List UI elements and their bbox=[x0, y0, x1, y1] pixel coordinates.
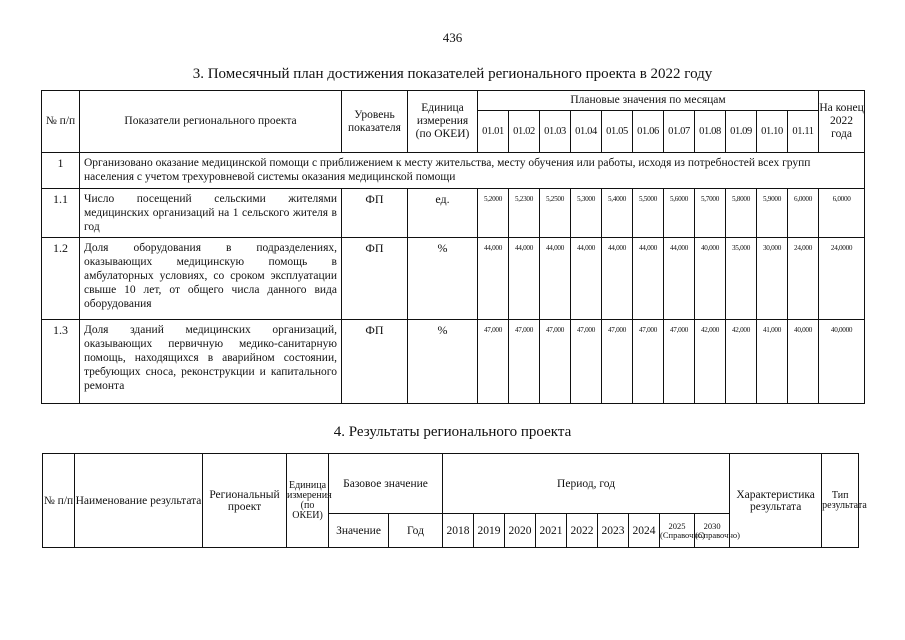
header-regional-project: Региональный проект bbox=[203, 454, 287, 548]
month-value: 44,000 bbox=[478, 238, 509, 320]
header-num: № п/п bbox=[42, 91, 80, 153]
header-planned-values: Плановые значения по месяцам bbox=[478, 91, 819, 111]
header-year-end: На конец 2022 года bbox=[819, 91, 865, 153]
month-value: 40,000 bbox=[788, 320, 819, 404]
indicator-unit: % bbox=[408, 320, 478, 404]
month-header: 01.03 bbox=[540, 111, 571, 153]
indicator-name: Доля оборудования в подразделениях, оказывающих медицинскую помощь в амбулаторных условиях, со сроком эксплуатации свыше 10 лет, от общего числа данного вида оборудования bbox=[80, 238, 342, 320]
table-row bbox=[42, 320, 865, 404]
month-header: 01.04 bbox=[571, 111, 602, 153]
year-header: 2024 bbox=[629, 514, 660, 548]
header-result-name: Наименование результата bbox=[75, 454, 203, 548]
month-value: 44,000 bbox=[664, 238, 695, 320]
header-indicators: Показатели регионального проекта bbox=[80, 91, 342, 153]
header-period: Период, год bbox=[443, 454, 730, 514]
year-end-value: 6,0000 bbox=[819, 189, 865, 238]
month-header: 01.01 bbox=[478, 111, 509, 153]
header-characteristic: Характеристика результата bbox=[730, 454, 822, 548]
month-value: 47,000 bbox=[478, 320, 509, 404]
month-value: 42,000 bbox=[695, 320, 726, 404]
indicator-level: ФП bbox=[342, 238, 408, 320]
indicator-unit: % bbox=[408, 238, 478, 320]
indicator-level: ФП bbox=[342, 189, 408, 238]
year-header: 2023 bbox=[598, 514, 629, 548]
header-num: № п/п bbox=[43, 454, 75, 548]
header-level: Уровень показателя bbox=[342, 91, 408, 153]
table-row bbox=[42, 238, 865, 320]
month-value: 47,000 bbox=[571, 320, 602, 404]
section4-title: 4. Результаты регионального проекта bbox=[333, 424, 572, 440]
month-header: 01.02 bbox=[509, 111, 540, 153]
month-header: 01.07 bbox=[664, 111, 695, 153]
month-value: 30,000 bbox=[757, 238, 788, 320]
month-value: 5,2300 bbox=[509, 189, 540, 238]
year-end-value: 24,0000 bbox=[819, 238, 865, 320]
month-header: 01.09 bbox=[726, 111, 757, 153]
row-num: 1.2 bbox=[42, 238, 80, 320]
year-header: 2020 bbox=[505, 514, 536, 548]
year-header: 2019 bbox=[474, 514, 505, 548]
month-header: 01.06 bbox=[633, 111, 664, 153]
year-header: 2021 bbox=[536, 514, 567, 548]
month-value: 5,6000 bbox=[664, 189, 695, 238]
indicator-level: ФП bbox=[342, 320, 408, 404]
header-result-type: Тип результата bbox=[822, 454, 859, 548]
month-value: 42,000 bbox=[726, 320, 757, 404]
year-header-2025: 2025 (Справочно) bbox=[660, 514, 695, 548]
header-unit: Единица измерения (по ОКЕИ) bbox=[408, 91, 478, 153]
indicator-unit: ед. bbox=[408, 189, 478, 238]
group-description: Организовано оказание медицинской помощи с приближением к месту жительства, месту обучения или работы, исходя из потребностей всех групп населения с учетом трехуровневой системы оказания медицинской помощи bbox=[80, 153, 865, 189]
month-value: 5,2500 bbox=[540, 189, 571, 238]
month-value: 5,9000 bbox=[757, 189, 788, 238]
month-value: 5,2000 bbox=[478, 189, 509, 238]
month-value: 5,4000 bbox=[602, 189, 633, 238]
header-base-value-value: Значение bbox=[329, 514, 389, 548]
month-value: 47,000 bbox=[602, 320, 633, 404]
indicator-name: Число посещений сельскими жителями медицинских организаций на 1 сельского жителя в год bbox=[80, 189, 342, 238]
month-value: 5,8000 bbox=[726, 189, 757, 238]
month-value: 5,5000 bbox=[633, 189, 664, 238]
month-header: 01.08 bbox=[695, 111, 726, 153]
table-row bbox=[42, 189, 865, 238]
month-header: 01.10 bbox=[757, 111, 788, 153]
month-header: 01.05 bbox=[602, 111, 633, 153]
section3-title: 3. Помесячный план достижения показателей регионального проекта в 2022 году bbox=[192, 66, 713, 82]
month-value: 47,000 bbox=[633, 320, 664, 404]
month-value: 24,000 bbox=[788, 238, 819, 320]
year-header-2030: 2030 (Справочно) bbox=[695, 514, 730, 548]
header-base-value-year: Год bbox=[389, 514, 443, 548]
results-table bbox=[42, 453, 867, 548]
month-value: 47,000 bbox=[509, 320, 540, 404]
indicator-name: Доля зданий медицинских организаций, оказывающих первичную медико-санитарную помощь, находящихся в аварийном состоянии, требующих сноса, реконструкции и капитального ремонта bbox=[80, 320, 342, 404]
month-value: 6,0000 bbox=[788, 189, 819, 238]
year-header: 2018 bbox=[443, 514, 474, 548]
month-value: 47,000 bbox=[664, 320, 695, 404]
month-value: 5,3000 bbox=[571, 189, 602, 238]
year-end-value: 40,0000 bbox=[819, 320, 865, 404]
month-value: 44,000 bbox=[540, 238, 571, 320]
row-num: 1.3 bbox=[42, 320, 80, 404]
month-value: 40,000 bbox=[695, 238, 726, 320]
month-value: 44,000 bbox=[633, 238, 664, 320]
header-base-value: Базовое значение bbox=[329, 454, 443, 514]
month-value: 44,000 bbox=[602, 238, 633, 320]
monthly-plan-table bbox=[41, 90, 865, 404]
month-value: 41,000 bbox=[757, 320, 788, 404]
month-value: 44,000 bbox=[571, 238, 602, 320]
month-value: 44,000 bbox=[509, 238, 540, 320]
page-number: 436 bbox=[442, 30, 463, 45]
row-num: 1.1 bbox=[42, 189, 80, 238]
group-num: 1 bbox=[42, 153, 80, 189]
month-value: 35,000 bbox=[726, 238, 757, 320]
header-unit: Единица измерения (по ОКЕИ) bbox=[287, 454, 329, 548]
month-value: 47,000 bbox=[540, 320, 571, 404]
year-header: 2022 bbox=[567, 514, 598, 548]
month-header: 01.11 bbox=[788, 111, 819, 153]
month-value: 5,7000 bbox=[695, 189, 726, 238]
